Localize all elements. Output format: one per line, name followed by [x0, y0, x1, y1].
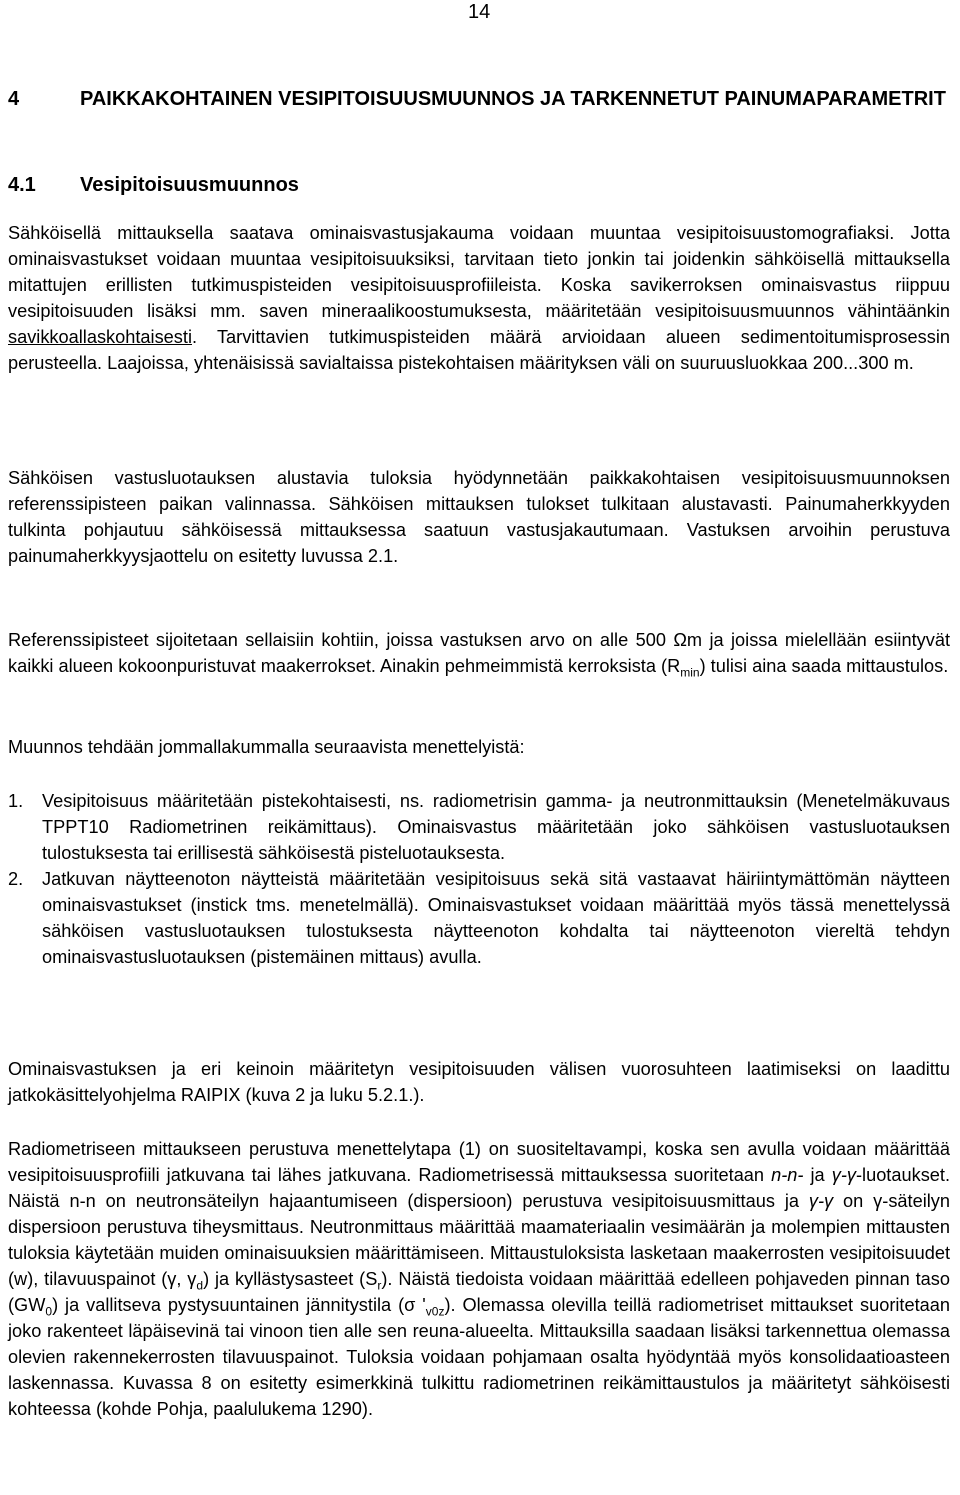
- gamma-d-subscript: d: [196, 1278, 204, 1293]
- paragraph-intro-a: Sähköisellä mittauksella saatava ominaisvastusjakauma voidaan muuntaa vesipitoisuustomografiaksi. Jotta ominaisvastukset voidaan muuntaa vesipitoisuuksiksi, tarvitaan tieto jonkin tai joidenkin sähköisellä mittauksella mitattujen erillisten tutkimuspisteiden vesipitoisuusprofiileista. Koska savikerroksen ominaisvastus riippuu vesipitoisuuden lisäksi mm. saven mineraalikoostumuksesta, määritetään vesipitoisuusmuunnos vähintäänkin: [8, 223, 950, 321]
- list-item-text: Jatkuvan näytteenoton näytteistä määritetään vesipitoisuus sekä sitä vastaavat häiriintymättömän näytteen ominaisvastukset (instick tms. menetelmällä). Ominaisvastukset voidaan määrittää myös tässä menettelyssä sähköisen vastusluotauksen tulostuksesta näytteenoton kohdalta tai näytteenoton viereltä tehdyn ominaisvastusluotauksen (pistemäinen mittaus) avulla.: [42, 869, 950, 967]
- r-min-subscript: min: [680, 665, 700, 680]
- radiometric-text-6: ). Näistä tiedoista voidaan määrittää edelleen pohjaveden pinnan taso (GW: [8, 1269, 950, 1315]
- n-n-italic: n-n-: [771, 1165, 804, 1185]
- paragraph-intro: [8, 220, 950, 376]
- sigma-v0z-subscript: v0z: [425, 1304, 445, 1319]
- list-item-text: Vesipitoisuus määritetään pistekohtaisesti, ns. radiometrisin gamma- ja neutronmittauksin (Menetelmäkuvaus TPPT10 Radiometrinen reikämittaus). Ominaisvastus määritetään joko sähköisen vastusluotauksen tulostuksesta tai erillisestä sähköisestä pisteluotauksesta.: [42, 791, 950, 863]
- paragraph-reference-points: [8, 627, 950, 679]
- radiometric-text-3: -luotaukset. Näistä n-n on neutronsäteilyn hajaantumiseen (dispersioon) perustuva vesipitoisuusmittaus ja: [8, 1165, 951, 1211]
- paragraph-methods-intro: Muunnos tehdään jommallakummalla seuraavista menettelyistä:: [8, 737, 525, 757]
- radiometric-text-5: ) ja kyllästysasteet (S: [203, 1269, 378, 1289]
- page-number: 14: [468, 1, 491, 23]
- chapter-heading: [8, 84, 948, 114]
- radiometric-text-8: ). Olemassa olevilla teillä radiometriset mittaukset suoritetaan joko rakenteet läpäisevinä tai vinoon tien alle sen reuna-alueelta. Mittauksilla saadaan lisäksi tarkennettua olemassa olevien rakennekerrosten tilavuuspainot. Tuloksia voidaan pohjamaan osalta hyödyntää myös konsolidaatioasteen laskennassa. Kuvassa 8 on esitetty esimerkkinä tulkittu radiometrinen reikämittaustulos ja määritetyt sähköisesti kohteessa (kohde Pohja, paalulukema 1290).: [8, 1295, 950, 1419]
- section-number: 4.1: [8, 174, 36, 196]
- gw-0-subscript: 0: [45, 1304, 53, 1319]
- paragraph-reference-points-a: Referenssipisteet sijoitetaan sellaisiin kohtiin, joissa vastuksen arvo on alle 500 Ωm ja joissa mielellään esiintyvät kaikki alueen kokoonpuristuvat maakerrokset. Ainakin pehmeimmistä kerroksista (R: [8, 630, 950, 676]
- methods-list: [8, 788, 950, 970]
- paragraph-radiometric: [8, 1136, 950, 1422]
- list-item: [8, 788, 950, 866]
- s-r-subscript: r: [377, 1278, 382, 1293]
- underlined-term: savikkoallaskohtaisesti: [8, 327, 192, 347]
- radiometric-text-7: ) ja vallitseva pystysuuntainen jännitystila (σ ': [52, 1295, 426, 1315]
- paragraph-preliminary-results: Sähköisen vastusluotauksen alustavia tuloksia hyödynnetään paikkakohtaisen vesipitoisuusmuunnoksen referenssipisteen paikan valinnassa. Sähköisen mittauksen tulokset tulkitaan alustavasti. Painumaherkkyyden tulkinta pohjautuu sähköisessä mittauksessa saatuun vastusjakautumaan. Vastuksen arvoihin perustuva painumaherkkyysjaottelu on esitetty luvussa 2.1.: [8, 468, 950, 566]
- paragraph-raipix: Ominaisvastuksen ja eri keinoin määritetyn vesipitoisuuden välisen vuorosuhteen laatimiseksi on laadittu jatkokäsittelyohjelma RAIPIX (kuva 2 ja luku 5.2.1.).: [8, 1059, 950, 1105]
- chapter-number: 4: [8, 88, 20, 110]
- section-heading: [8, 170, 299, 200]
- list-item: [8, 866, 950, 970]
- gamma-gamma-italic-2: γ-γ: [808, 1191, 834, 1211]
- paragraph-reference-points-b: ) tulisi aina saada mittaustulos.: [699, 656, 949, 676]
- radiometric-text-1: Radiometriseen mittaukseen perustuva menettelytapa (1) on suositeltavampi, koska sen avulla voidaan määrittää vesipitoisuusprofiili jatkuvana tai lähes jatkuvana. Radiometrisessä mittauksessa suoritetaan: [8, 1139, 950, 1185]
- section-title: Vesipitoisuusmuunnos: [80, 174, 299, 196]
- radiometric-text-4: on γ-säteilyn dispersioon perustuva tiheysmittaus. Neutronmittaus määrittää maamateriaalin vesimäärän ja molempien mittausten tuloksia käytetään muiden ominaisuuksien määrittämiseen. Mittaustuloksista lasketaan maakerrosten vesipitoisuudet (w), tilavuuspainot (γ, γ: [8, 1191, 950, 1289]
- paragraph-intro-b: . Tarvittavien tutkimuspisteiden määrä arvioidaan alueen sedimentoitumisprosessin perusteella. Laajoissa, yhtenäisissä savialtaissa pistekohtaisen määrityksen väli on suuruusluokkaa 200...300 m.: [8, 327, 950, 373]
- list-item-number: 1.: [8, 791, 24, 811]
- radiometric-text-2: ja: [803, 1165, 832, 1185]
- list-item-number: 2.: [8, 869, 24, 889]
- chapter-title: PAIKKAKOHTAINEN VESIPITOISUUSMUUNNOS JA TARKENNETUT PAINUMAPARAMETRIT: [80, 88, 946, 110]
- gamma-gamma-italic: γ-γ: [831, 1165, 856, 1185]
